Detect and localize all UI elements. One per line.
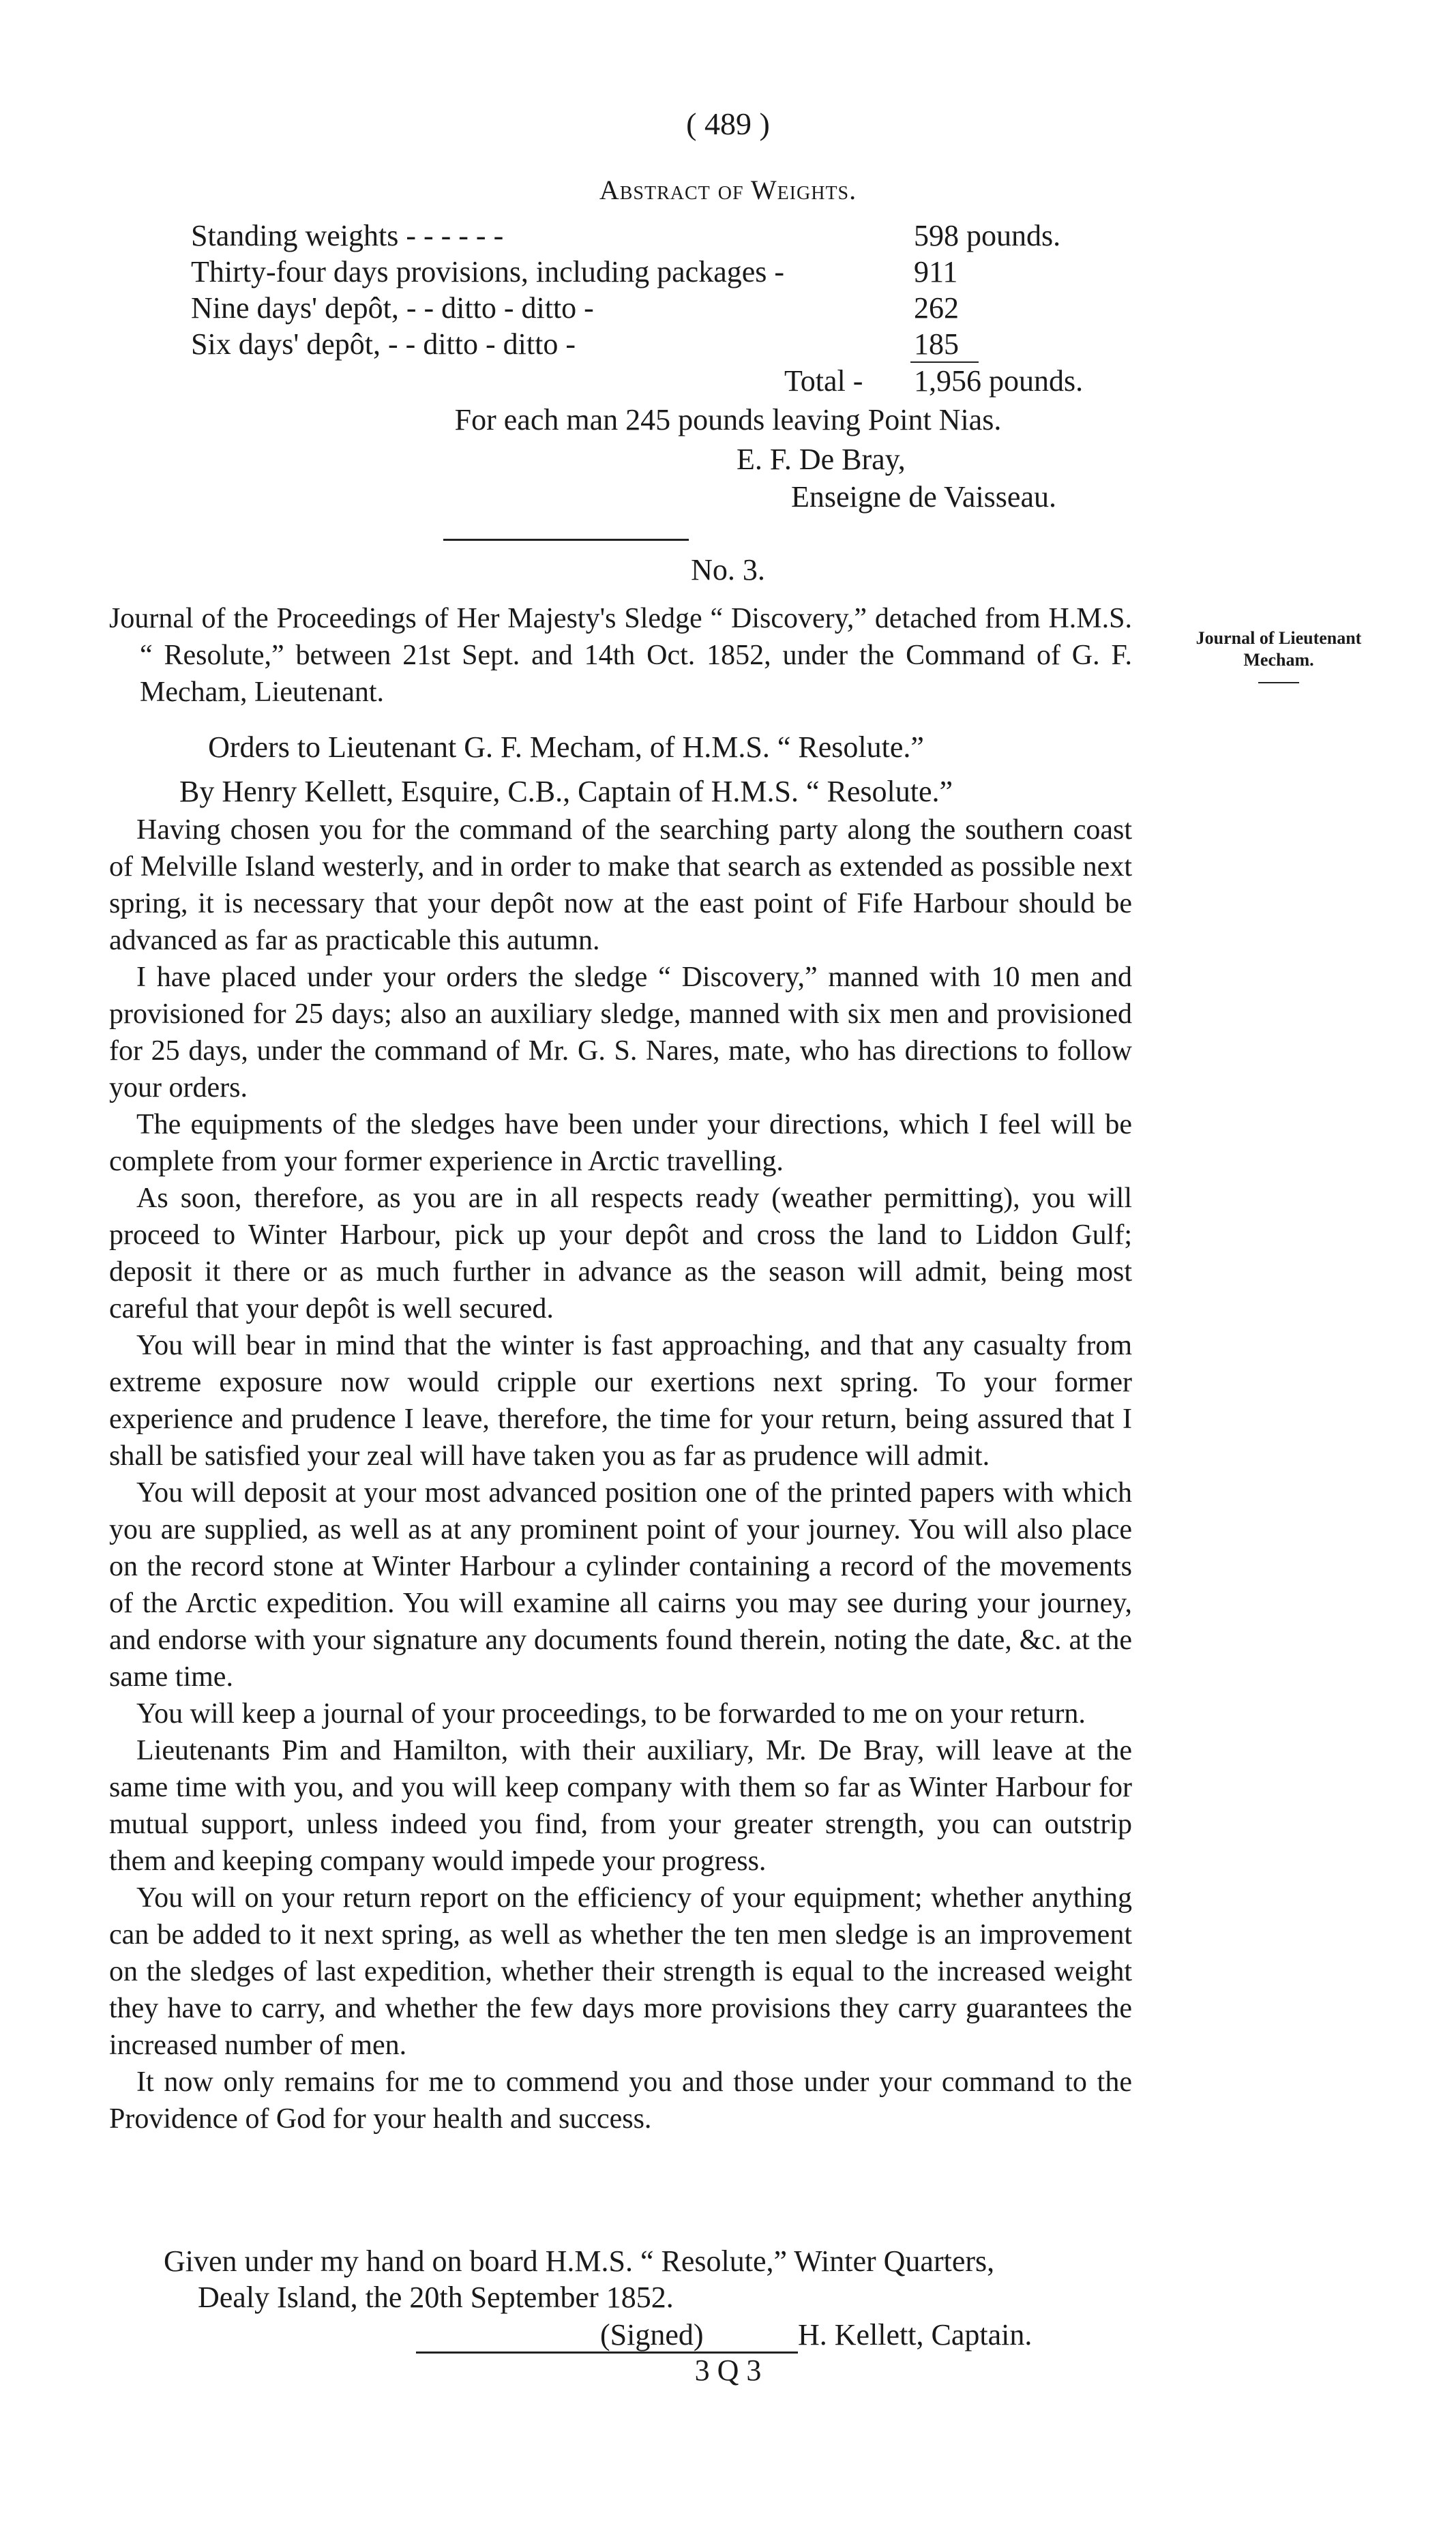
signature-name: E. F. De Bray, [737,443,906,476]
per-man-note: For each man 245 pounds leaving Point Nias. [454,403,1002,436]
signature-title: Enseigne de Vaisseau. [791,480,1056,514]
paragraph: It now only remains for me to commend you and those under your command to the Providence of God for your health and success. [109,2066,1132,2135]
paragraph: You will deposit at your most advanced position one of the printed papers with which you are supplied, as well as at any prominent point of your journey. You will also place on the record stone at Winter Harbour a cylinder containing a record of the movements of the Arctic expedition. You will examine all cairns you may see during your journey, and endorse with your signature any documents found therein, noting the date, &c. at the same time. [109,1477,1132,1693]
total-label: Total - [784,364,863,398]
journal-heading-text: Journal of the Proceedings of Her Majesty's Sledge “ Discovery,” detached from H.M.S. “ Resolute,” between 21st Sept. and 14th Oct. 1852, under the Command of G. F. Mecham, Lieutenant. [109,603,1132,708]
given-line-1: Given under my hand on board H.M.S. “ Resolute,” Winter Quarters, [164,2244,995,2278]
orders-body [109,812,1132,2137]
paragraph: You will on your return report on the efficiency of your equipment; whether anything can be added to it next spring, as well as whether the ten men sledge is an improvement on the sledges of last expedition, whether their strength is equal to the increased weight they have to carry, and whether the few days more provisions they carry guarantees the increased number of men. [109,1882,1132,2061]
weight-row-label: Six days' depôt, - - ditto - ditto - [191,327,576,361]
paragraph: You will bear in mind that the winter is fast approaching, and that any casualty from extreme exposure now would cripple our exertions next spring. To your former experience and prudence I leave, therefore, the time for your return, being assured that I shall be satisfied your zeal will have taken you as far as prudence will admit. [109,1330,1132,1472]
section-number: No. 3. [691,553,765,587]
orders-heading: Orders to Lieutenant G. F. Mecham, of H.M.S. “ Resolute.” [208,730,924,764]
weight-row-label: Standing weights - - - - - - [191,219,504,252]
signed-label: (Signed) [600,2318,704,2351]
margin-rule [1258,682,1299,683]
weight-row-label: Thirty-four days provisions, including packages - [191,255,785,288]
paragraph: Lieutenants Pim and Hamilton, with their auxiliary, Mr. De Bray, will leave at the same time with you, and you will keep company with them so far as Winter Harbour for mutual support, unless indeed you find, from your greater strength, you can outstrip them and keeping company would impede your progress. [109,1735,1132,1877]
paragraph: The equipments of the sledges have been under your directions, which I feel will be complete from your former experience in Arctic travelling. [109,1109,1132,1177]
weight-row-value: 911 [914,255,958,288]
footer-signature: 3 Q 3 [694,2354,762,2387]
section-divider [443,539,689,541]
page-number: ( 489 ) [686,106,770,141]
weight-row-label: Nine days' depôt, - - ditto - ditto - [191,291,594,325]
paragraph: You will keep a journal of your proceedings, to be forwarded to me on your return. [136,1698,1086,1730]
total-value: 1,956 pounds. [914,364,1084,398]
abstract-title: Abstract of Weights. [599,175,857,205]
by-line: By Henry Kellett, Esquire, C.B., Captain of H.M.S. “ Resolute.” [179,775,953,808]
weight-row-value: 185 [914,327,959,361]
paragraph: Having chosen you for the command of the searching party along the southern coast of Melville Island westerly, and in order to make that search as extended as possible next spring, it is necessary that your depôt now at the east point of Fife Harbour should be advanced as far as practicable this autumn. [109,814,1132,956]
paragraph: I have placed under your orders the sledge “ Discovery,” manned with 10 men and provisioned for 25 days; also an auxiliary sledge, manned with six men and provisioned for 25 days, under the command of Mr. G. S. Nares, mate, who has directions to follow your orders. [109,962,1132,1103]
paragraph: As soon, therefore, as you are in all respects ready (weather permitting), you will proceed to Winter Harbour, pick up your depôt and cross the land to Liddon Gulf; deposit it there or as much further in advance as the season will admit, being most careful that your depôt is well secured. [109,1183,1132,1324]
given-line-2: Dealy Island, the 20th September 1852. [198,2281,674,2314]
journal-heading [109,600,1132,711]
weight-row-value: 598 pounds. [914,219,1061,252]
sum-rule [910,361,979,363]
margin-note: Journal of Lieutenant Mecham. [1195,628,1362,670]
signed-name: H. Kellett, Captain. [798,2318,1032,2351]
weight-row-value: 262 [914,291,959,325]
